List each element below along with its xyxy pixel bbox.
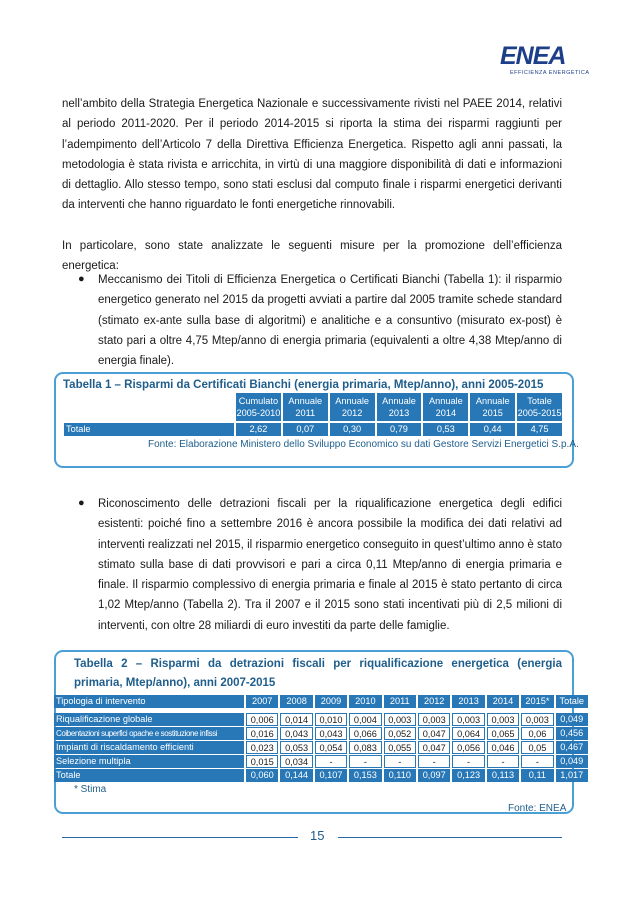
page-number: 15 — [310, 828, 325, 843]
table1-header-5 — [423, 393, 468, 421]
table2-cell: 0,014 — [280, 713, 312, 726]
table2-cell: - — [487, 755, 519, 768]
table2-cell: 0,053 — [280, 741, 312, 754]
table2-total-cell: 0,107 — [315, 769, 347, 782]
table2-row-label: Impianti di riscaldamento efficienti — [54, 741, 244, 754]
table2-cell: 0,003 — [452, 713, 484, 726]
table2-cell: 0,065 — [487, 727, 519, 740]
table2-cell: 0,023 — [246, 741, 278, 754]
table2-cell: 0,083 — [349, 741, 381, 754]
table2-total-cell: 0,11 — [521, 769, 553, 782]
table2-cell: 0,006 — [246, 713, 278, 726]
table2-cell: 0,003 — [418, 713, 450, 726]
table1-value-1: 2,62 — [236, 423, 281, 436]
table1-value-4: 0,79 — [377, 423, 422, 436]
table1-value-7: 4,75 — [517, 423, 562, 436]
table1-header-line2: 2005-2010 — [236, 408, 281, 418]
table2-cell: - — [349, 755, 381, 768]
table2-header-year: 2012 — [418, 695, 450, 708]
table2-cell: - — [452, 755, 484, 768]
table1-header-line2: 2012 — [341, 408, 363, 418]
table1-header-3 — [330, 393, 375, 421]
table2-header-year: 2011 — [384, 695, 416, 708]
table2-cell: 0,056 — [452, 741, 484, 754]
table2-total-cell: 0,097 — [418, 769, 450, 782]
table1-header-6 — [470, 393, 515, 421]
table2-cell: 0,003 — [384, 713, 416, 726]
table1-header-line1: Totale — [527, 396, 552, 406]
table2-header-year: 2008 — [280, 695, 312, 708]
table2-total-label: Totale — [54, 769, 244, 782]
table2-total-cell: 0,110 — [384, 769, 416, 782]
table1-value-2: 0,07 — [283, 423, 328, 436]
bullet-marker: ● — [78, 273, 85, 285]
table1-header-line2: 2005-2015 — [517, 408, 562, 418]
table2-cell: 0,015 — [246, 755, 278, 768]
table1-header-2 — [283, 393, 328, 421]
table1-value-5: 0,53 — [423, 423, 468, 436]
table2-cell: 0,004 — [349, 713, 381, 726]
table2-cell: 0,003 — [521, 713, 553, 726]
table2-cell: 0,467 — [556, 741, 588, 754]
table1-header-line1: Annuale — [428, 396, 463, 406]
table1-header-line1: Annuale — [382, 396, 416, 406]
table2-cell: 0,05 — [521, 741, 553, 754]
table1-value-6: 0,44 — [470, 423, 515, 436]
table2-cell: 0,052 — [384, 727, 416, 740]
table2-note: * Stima — [74, 784, 107, 795]
table2-cell: 0,043 — [315, 727, 347, 740]
table2-cell: 0,066 — [349, 727, 381, 740]
footer-line-right — [338, 837, 562, 838]
table1-header-line1: Annuale — [475, 396, 510, 406]
particular-paragraph: In particolare, sono state analizzate le seguenti misure per la promozione dell’efficienza energetica: — [62, 240, 562, 273]
table2-source: Fonte: ENEA — [508, 803, 567, 814]
table1-header-1 — [236, 393, 281, 421]
table2-total-cell: 1,017 — [556, 769, 588, 782]
table2-header-year: 2009 — [315, 695, 347, 708]
table2-cell: 0,064 — [452, 727, 484, 740]
logo-subtitle: EFFICIENZA ENERGETICA — [510, 70, 590, 76]
table2-cell: - — [315, 755, 347, 768]
table2-cell: - — [418, 755, 450, 768]
logo-name: ENEA — [500, 42, 566, 70]
table1-value-3: 0,30 — [330, 423, 375, 436]
intro-paragraph: nell’ambito della Strategia Energetica Nazionale e successivamente rivisti nel PAEE 2014, relativi al periodo 2011-2020. Per il periodo 2014-2015 si riporta la stima dei risparmi raggiunti per l’adempimento dell’Articolo 7 della Direttiva Efficienza Energetica. Rispetto agli anni passati, la metodologia è stata rivista e arricchita, in virtù di una maggiore disponibilità di dati e informazioni di dettaglio. Allo stesso tempo, sono stati esclusi dal computo finale i risparmi energetici derivanti da interventi che hanno riguardato le fonti energetiche rinnovabili. — [62, 98, 562, 212]
table2-total-cell: 0,060 — [246, 769, 278, 782]
table2-cell: 0,016 — [246, 727, 278, 740]
table2-cell: 0,049 — [556, 713, 588, 726]
table1-source: Fonte: Elaborazione Ministero dello Sviluppo Economico su dati Gestore Servizi Energetici S.p.A. — [148, 439, 579, 450]
table2-header-year: 2007 — [246, 695, 278, 708]
table2-total-cell: 0,153 — [349, 769, 381, 782]
table2-total-cell: 0,144 — [280, 769, 312, 782]
table1-header-7 — [517, 393, 562, 421]
table1-header-line1: Cumulato — [238, 396, 279, 406]
table2-cell: 0,055 — [384, 741, 416, 754]
table1-header-line2: 2015 — [482, 408, 503, 418]
enea-logo — [500, 42, 588, 78]
table2-total-cell: 0,123 — [452, 769, 484, 782]
table2-cell: 0,034 — [280, 755, 312, 768]
table2-header-label: Tipologia di intervento — [54, 695, 244, 708]
table1-header-4 — [377, 393, 422, 421]
table2-total-cell: 0,113 — [487, 769, 519, 782]
table2-cell: 0,456 — [556, 727, 588, 740]
table2-header-year: 2010 — [349, 695, 381, 708]
table2-cell: 0,047 — [418, 727, 450, 740]
table2-row-label: Riqualificazione globale — [54, 713, 244, 726]
table1-row-label: Totale — [64, 423, 234, 436]
table2-title: Tabella 2 – Risparmi da detrazioni fiscali per riqualificazione energetica (energia primaria, Mtep/anno), anni 2007-2015 — [74, 658, 562, 689]
table2-cell: 0,047 — [418, 741, 450, 754]
table1-header-line2: 2014 — [435, 408, 457, 418]
table2-row-label: Coibentazioni superfici opache e sostituzione infissi — [54, 727, 244, 740]
table2-cell: 0,06 — [521, 727, 553, 740]
table1-header-line2: 2013 — [388, 408, 410, 418]
table1-title: Tabella 1 – Risparmi da Certificati Bianchi (energia primaria, Mtep/anno), anni 2005-2015 — [63, 379, 544, 391]
table2-header-year: 2015* — [521, 695, 553, 708]
table2-cell: 0,046 — [487, 741, 519, 754]
table2-header-year: 2014 — [487, 695, 519, 708]
bullet-certificati-bianchi: Meccanismo dei Titoli di Efficienza Energetica o Certificati Bianchi (Tabella 1): il risparmio energetico generato nel 2015 da progetti avviati a partire dal 2005 tramite schede standard (stimato ex-ante sulla base di algoritmi) e analitiche e a consuntivo (misurato ex-post) è stato pari a oltre 4,75 Mtep/anno di energia primaria (equivalenti a oltre 4,38 Mtep/anno di energia finale). — [98, 274, 562, 368]
bullet-detrazioni-fiscali: Riconoscimento delle detrazioni fiscali per la riqualificazione energetica degli edifici esistenti: poiché fino a settembre 2016 è ancora possibile la modifica dei dati relativi ad interventi realizzati nel 2015, il risparmio energetico conseguito in quest’ultimo anno è stato stimato sulla base di dati provvisori e pari a circa 0,11 Mtep/anno di energia primaria e finale. Il risparmio complessivo di energia primaria e finale al 2015 è stato pertanto di circa 1,02 Mtep/anno (Tabella 2). Tra il 2007 e il 2015 sono stati incentivati più di 2,5 milioni di interventi, con oltre 28 miliardi di euro investiti da parte delle famiglie. — [98, 498, 562, 632]
table2-cell: 0,049 — [556, 755, 588, 768]
table2-cell: - — [384, 755, 416, 768]
table2-header-year: 2013 — [452, 695, 484, 708]
table2-cell: 0,043 — [280, 727, 312, 740]
table1-header-line2: 2011 — [295, 408, 316, 418]
footer-line-left — [62, 837, 298, 838]
table2-row-label: Selezione multipla — [54, 755, 244, 768]
bullet-marker: ● — [78, 497, 85, 509]
table2-cell: 0,003 — [487, 713, 519, 726]
table2-header-year: Totale — [556, 695, 588, 708]
table1-header-line1: Annuale — [335, 396, 369, 406]
table2-cell: 0,054 — [315, 741, 347, 754]
table2-cell: - — [521, 755, 553, 768]
table2-cell: 0,010 — [315, 713, 347, 726]
table1-header-line1: Annuale — [288, 396, 323, 406]
